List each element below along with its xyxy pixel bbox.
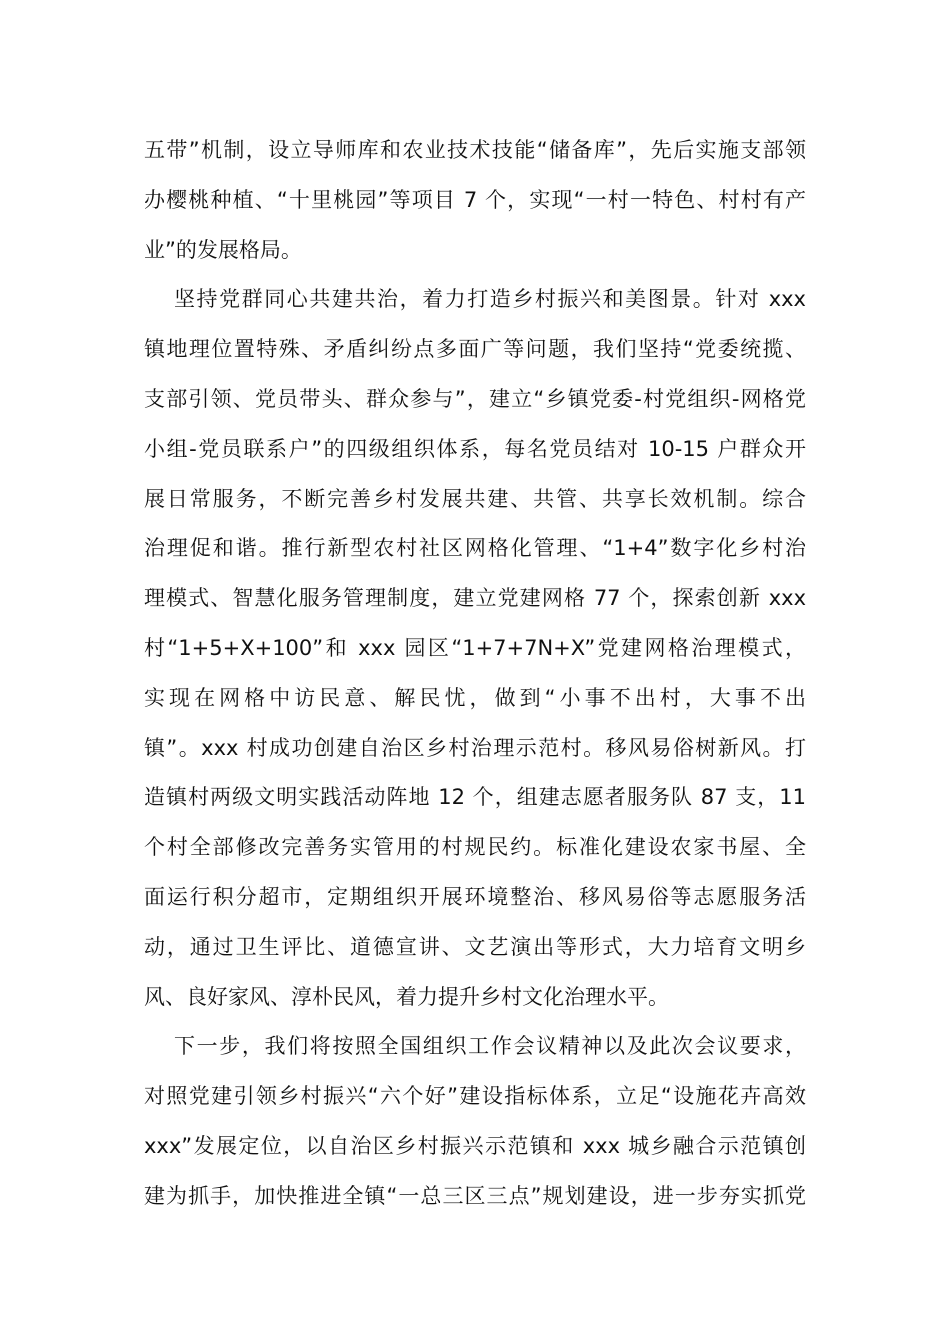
text-line: 业”的发展格局。	[144, 237, 302, 262]
text-line: 造镇村两级文明实践活动阵地 12 个，组建志愿者服务队 87 支，11	[144, 785, 806, 810]
text-line: xxx”发展定位，以自治区乡村振兴示范镇和 xxx 城乡融合示范镇创	[144, 1133, 806, 1158]
text-line: 对照党建引领乡村振兴“六个好”建设指标体系，立足“设施花卉高效	[144, 1084, 806, 1109]
text-line: 镇”。xxx 村成功创建自治区乡村治理示范村。移风易俗树新风。打	[144, 735, 806, 760]
text-line: 办樱桃种植、“十里桃园”等项目 7 个，实现“一村一特色、村村有产	[144, 187, 806, 212]
paragraph-3	[144, 1022, 806, 1221]
text-line: 镇地理位置特殊、矛盾纠纷点多面广等问题，我们坚持“党委统揽、	[144, 337, 806, 362]
text-line: 下一步，我们将按照全国组织工作会议精神以及此次会议要求，	[174, 1034, 806, 1059]
text-line: 实现在网格中访民意、解民忧，做到“小事不出村，大事不出	[144, 685, 806, 710]
text-line: 治理促和谐。推行新型农村社区网格化管理、“1+4”数字化乡村治	[144, 536, 806, 561]
text-line: 坚持党群同心共建共治，着力打造乡村振兴和美图景。针对 xxx	[174, 287, 806, 312]
text-line: 动，通过卫生评比、道德宣讲、文艺演出等形式，大力培育文明乡	[144, 934, 806, 959]
text-line: 村“1+5+X+100”和 xxx 园区“1+7+7N+X”党建网格治理模式，	[144, 635, 806, 660]
paragraph-1	[144, 126, 806, 275]
text-line: 建为抓手，加快推进全镇“一总三区三点”规划建设，进一步夯实抓党	[144, 1183, 806, 1208]
document-body	[144, 126, 806, 1222]
text-line: 个村全部修改完善务实管用的村规民约。标准化建设农家书屋、全	[144, 835, 806, 860]
text-line: 小组-党员联系户”的四级组织体系，每名党员结对 10-15 户群众开	[144, 436, 806, 461]
text-line: 风、良好家风、淳朴民风，着力提升乡村文化治理水平。	[144, 984, 669, 1009]
paragraph-2	[144, 275, 806, 1022]
text-line: 理模式、智慧化服务管理制度，建立党建网格 77 个，探索创新 xxx	[144, 586, 806, 611]
text-line: 五带”机制，设立导师库和农业技术技能“储备库”，先后实施支部领	[144, 138, 806, 162]
text-line: 支部引领、党员带头、群众参与”，建立“乡镇党委-村党组织-网格党	[144, 386, 806, 411]
text-line: 面运行积分超市，定期组织开展环境整治、移风易俗等志愿服务活	[144, 884, 806, 909]
text-line: 展日常服务，不断完善乡村发展共建、共管、共享长效机制。综合	[144, 486, 806, 511]
